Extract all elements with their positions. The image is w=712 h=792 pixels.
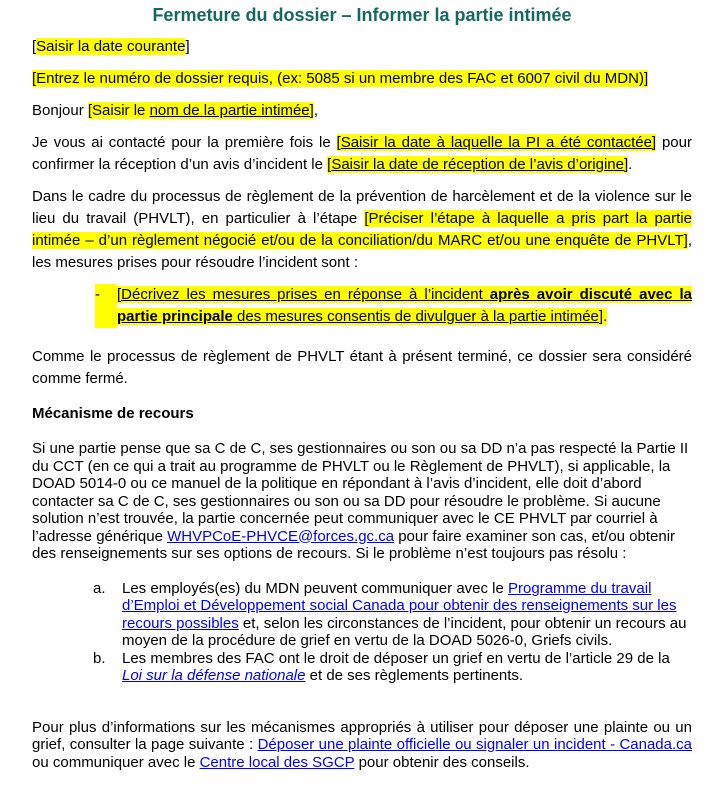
centre-sgcp-link[interactable]: Centre local des SGCP <box>199 753 355 771</box>
placeholder-highlight: après avoir discuté avec la partie principale <box>117 286 692 325</box>
paragraph-complaint-info <box>32 719 692 772</box>
list-item-mdn-employees <box>32 580 692 650</box>
placeholder-highlight: des mesures consentis de divulguer à la partie intimée] <box>232 308 604 325</box>
bullet-text-measures <box>117 284 692 328</box>
text-run: Dans le cadre du processus de règlement de la prévention de harcèlement et de la violence sur le lieu du travail (PHVLT), en particulier à l’étape <box>32 188 692 227</box>
list-item-text-fac <box>122 650 692 685</box>
placeholder-highlight: [ <box>327 156 332 173</box>
text-run: pour obtenir des conseils. <box>354 753 530 771</box>
text-run: Comme le processus de règlement de PHVLT étant à présent terminé, ce dossier sera considéré comme fermé. <box>32 348 692 387</box>
edsc-program-link[interactable]: Programme du travail d’Emploi et Développement social Canada pour obtenir des renseignements sur les recours possibles <box>122 579 677 632</box>
text-run: Bonjour <box>32 102 88 119</box>
document-title: Fermeture du dossier – Informer la partie intimée <box>152 5 572 25</box>
text-run: Les membres des FAC ont le droit de déposer un grief en vertu de l’article 29 de la <box>122 649 670 667</box>
paragraph-greeting <box>32 100 692 122</box>
placeholder-highlight: [Décrivez les mesures prises en réponse à l’incident <box>117 286 490 303</box>
placeholder-highlight: nom de la partie intimée] <box>149 102 314 119</box>
list-marker: a. <box>93 579 106 597</box>
list-item-text-mdn <box>122 580 692 650</box>
list-marker: b. <box>93 649 106 667</box>
placeholder-highlight: Saisir la date à laquelle la PI a été contactée] <box>340 134 657 151</box>
placeholder-highlight: [Entrez le numéro de dossier requis, (ex: 5085 si un membre des FAC et 6007 civil du MDN)] <box>32 70 649 87</box>
placeholder-highlight: Saisir la date de réception de l’avis d’origine] <box>331 156 629 173</box>
text-run: Je vous ai contacté pour la première fois le <box>32 134 337 151</box>
text-run: Les employés(es) du MDN peuvent communiquer avec le <box>122 579 509 597</box>
email-link[interactable]: WHVPCoE-PHVCE@forces.gc.ca <box>167 527 395 545</box>
text-run: [ <box>32 38 37 55</box>
paragraph-contact-dates <box>32 132 692 176</box>
paragraph-recourse-info <box>32 440 692 563</box>
bullet-dash: - <box>95 284 117 328</box>
placeholder-highlight: [ <box>336 134 341 151</box>
text-run: ou communiquer avec le <box>32 753 200 771</box>
placeholder-highlight: . <box>603 308 608 325</box>
text-run: Pour plus d’informations sur les mécanismes appropriés à utiliser pour déposer une plainte ou un grief, consulter la page suivante : <box>32 718 692 753</box>
placeholder-highlight: [Préciser l’étape à laquelle a pris part la partie intimée – d’un règlement négocié et/ou de la conciliation/du MARC et/ou une enquête de PHVLT] <box>32 210 692 249</box>
paragraph-process-step <box>32 186 692 274</box>
list-item-fac-members <box>32 650 692 685</box>
paragraph-closure <box>32 346 692 390</box>
text-run: et, selon les circonstances de l’incident, pour obtenir un recours au moyen de la procédure de grief en vertu de la DOAD 5026-0, Griefs civils. <box>122 614 687 649</box>
text-run: ] <box>185 38 190 55</box>
paragraph-date-placeholder <box>32 36 692 58</box>
placeholder-highlight: Saisir la date courante <box>36 38 186 55</box>
placeholder-highlight: [Saisir le <box>87 102 150 119</box>
text-run: pour faire examiner son cas, et/ou obtenir des renseignements sur ses options de recours. Si le problème n’est toujours pas résolu : <box>32 527 676 562</box>
text-run: pour confirmer la réception d’un avis d’incident le <box>32 134 692 173</box>
text-run: et de ses règlements pertinents. <box>305 667 524 684</box>
text-run: , <box>313 102 318 119</box>
text-run: , les mesures prises pour résoudre l’incident sont : <box>32 232 692 271</box>
recourse-section-heading: Mécanisme de recours <box>32 405 194 422</box>
bullet-item-measures <box>32 284 692 328</box>
paragraph-dossier-number-placeholder <box>32 68 692 90</box>
deposer-plainte-link[interactable]: Déposer une plainte officielle ou signaler un incident - Canada.ca <box>257 736 692 753</box>
loi-defense-nationale-link[interactable]: Loi sur la défense nationale <box>122 667 306 684</box>
text-run: . <box>628 156 633 173</box>
text-run: Si une partie pense que sa C de C, ses gestionnaires ou son ou sa DD n’a pas respecté la Partie II du CCT (en ce qui a trait au programme de PHVLT ou le Règlement de PHVLT), si applicable, la DOAD 5014-0 ou ce manuel de la politique en répondant à l’avis d’incident, elle doit d’abord contacter sa C de C, ses gestionnaires ou son ou sa DD pour résoudre le problème. Si aucune solution n’est trouvée, la partie concernée peut communiquer avec le CE PHVLT par courriel à l’adresse générique <box>32 440 689 545</box>
